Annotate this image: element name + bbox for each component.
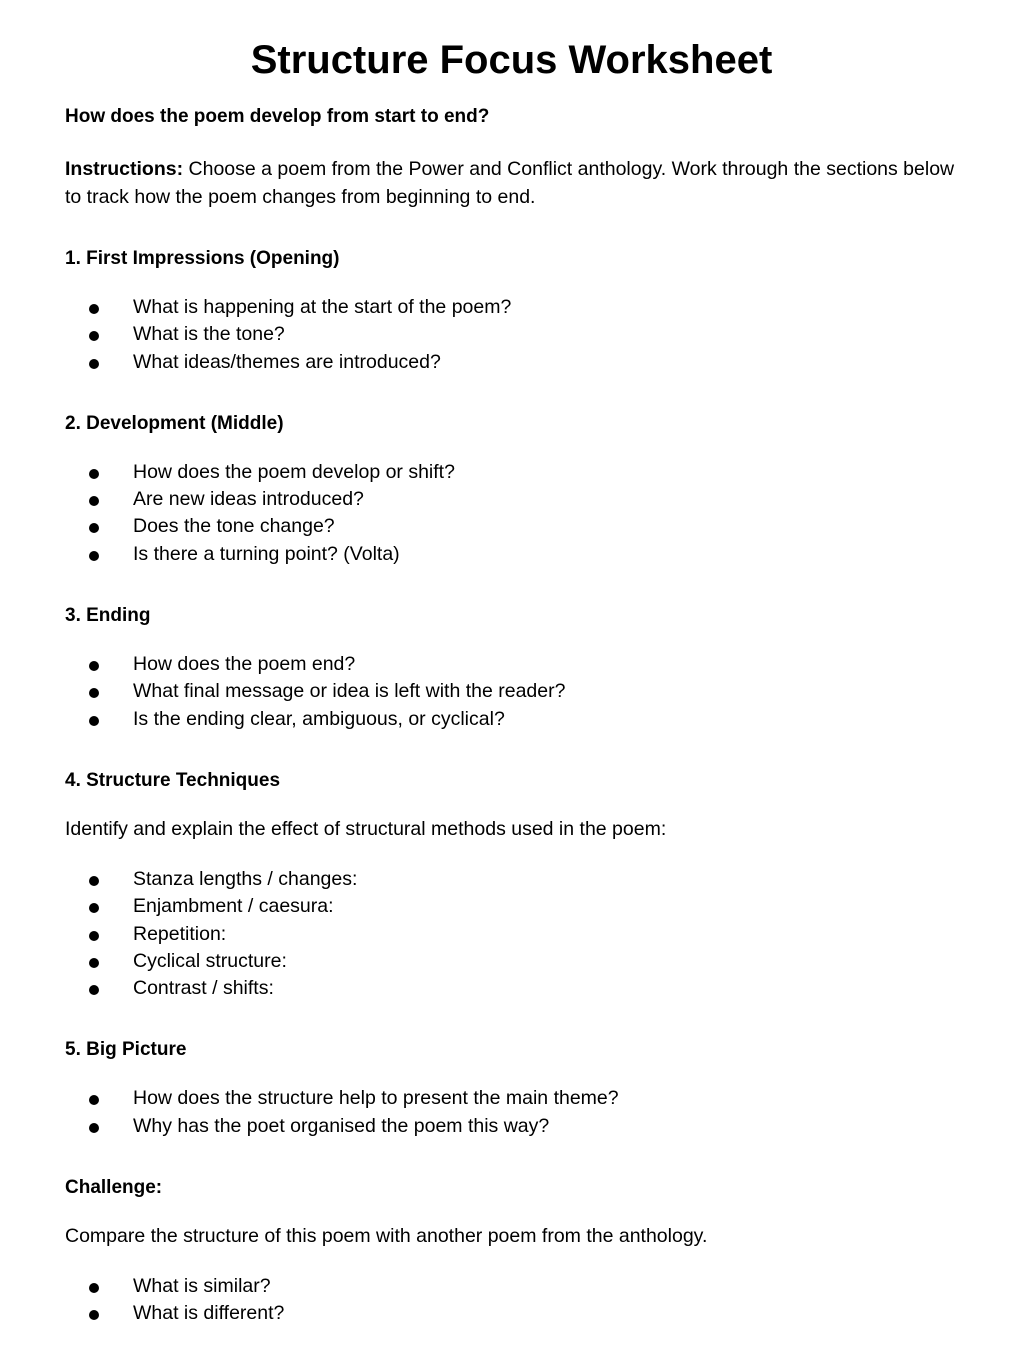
bullet-icon [89,304,99,314]
list-item [65,678,958,705]
bullet-icon [89,876,99,886]
bullet-icon [89,496,99,506]
bullet-icon [89,1310,99,1320]
list-item [65,349,958,376]
instructions [65,156,958,211]
list-item-text: How does the poem end? [133,653,356,676]
list-item-text: Stanza lengths / changes: [133,867,358,890]
bullet-icon [89,551,99,561]
bullet-icon [89,688,99,698]
list-item [65,893,958,920]
list-item [65,866,958,893]
bullet-icon [89,931,99,941]
techniques-intro: Identify and explain the effect of structural methods used in the poem: [65,817,667,840]
bullet-icon [89,469,99,479]
bullet-icon [89,523,99,533]
list-item-text: Why has the poet organised the poem this way? [133,1114,550,1137]
list-item-text: Cyclical structure: [133,949,287,972]
bullet-icon [89,1283,99,1293]
list-item-text: Contrast / shifts: [133,977,274,1000]
bullet-icon [89,661,99,671]
list-item [65,1085,958,1112]
bullet-icon [89,903,99,913]
section-heading-development: 2. Development (Middle) [65,412,284,434]
big-picture-bullet-list [65,1085,958,1140]
bullet-icon [89,985,99,995]
list-item [65,321,958,348]
list-item-text: What is different? [133,1302,285,1325]
list-item-text: Are new ideas introduced? [133,488,364,511]
list-item-text: What ideas/themes are introduced? [133,350,441,373]
list-item-text: Enjambment / caesura: [133,895,334,918]
list-item-text: What is happening at the start of the poem? [133,296,512,318]
section-heading-challenge: Challenge: [65,1177,163,1199]
list-item [65,541,958,568]
section-heading-techniques: 4. Structure Techniques [65,769,281,791]
instructions-text: Choose a poem from the Power and Conflict anthology. Work through the sections below to track how the poem changes from beginning to end. [65,158,955,208]
bullet-icon [89,1095,99,1105]
list-item-text: How does the structure help to present the main theme? [133,1087,619,1110]
list-item-text: Does the tone change? [133,515,335,538]
section-heading-ending: 3. Ending [65,605,151,627]
list-item [65,486,958,513]
list-item [65,513,958,540]
list-item-text: Is the ending clear, ambiguous, or cyclical? [133,707,505,730]
list-item [65,651,958,678]
list-item-text: What is similar? [133,1275,271,1298]
list-item [65,1113,958,1140]
list-item [65,294,958,321]
development-bullet-list [65,459,958,568]
list-item-text: Repetition: [133,922,227,945]
section-heading-opening: 1. First Impressions (Opening) [65,248,340,269]
page-title: Structure Focus Worksheet [250,38,773,82]
list-item [65,1273,958,1300]
techniques-bullet-list [65,866,958,1002]
challenge-intro: Compare the structure of this poem with another poem from the anthology. [65,1225,708,1248]
opening-bullet-list [65,294,958,376]
list-item [65,921,958,948]
list-item [65,459,958,486]
list-item-text: How does the poem develop or shift? [133,460,455,483]
bullet-icon [89,716,99,726]
list-item-text: What final message or idea is left with the reader? [133,680,566,703]
list-item-text: Is there a turning point? (Volta) [133,542,400,565]
bullet-icon [89,359,99,369]
guiding-question: How does the poem develop from start to end? [65,106,490,127]
list-item [65,706,958,733]
bullet-icon [89,958,99,968]
section-heading-big-picture: 5. Big Picture [65,1039,187,1061]
list-item-text: What is the tone? [133,323,285,346]
challenge-bullet-list [65,1273,958,1328]
list-item [65,975,958,1002]
list-item [65,1300,958,1327]
ending-bullet-list [65,651,958,733]
list-item [65,948,958,975]
instructions-label: Instructions: [65,158,184,180]
bullet-icon [89,331,99,341]
bullet-icon [89,1123,99,1133]
